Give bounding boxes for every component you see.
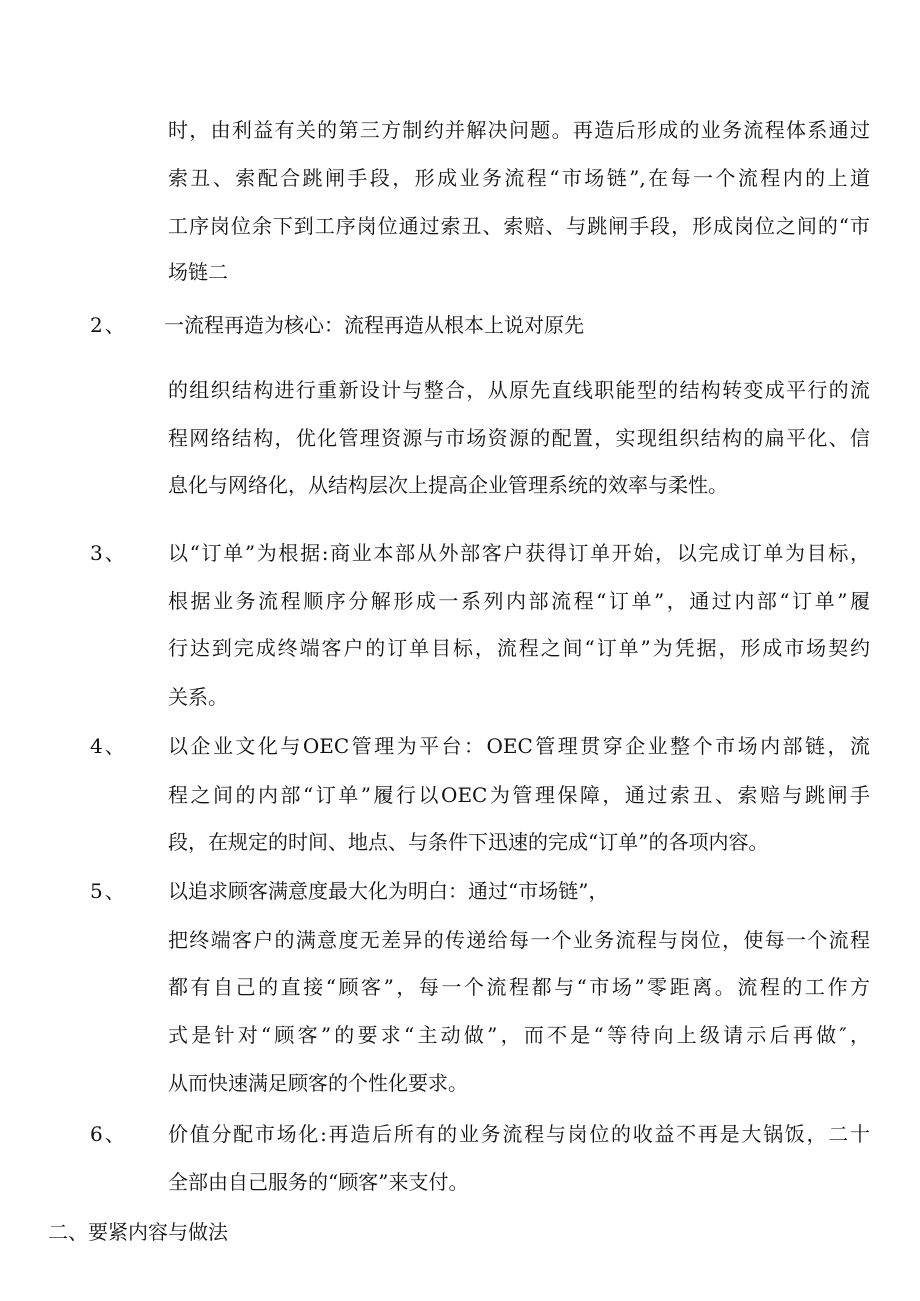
list-item-number: 4、: [90, 734, 127, 758]
paragraph-line: 场链二: [168, 260, 228, 284]
list-item-number: 3、: [90, 541, 127, 565]
paragraph-line: 程网络结构，优化管理资源与市场资源的配置，实现组织结构的扁平化、信: [168, 426, 870, 450]
paragraph-line: 都有自己的直接“顾客”，每一个流程都与“市场”零距离。流程的工作方: [168, 975, 870, 999]
paragraph-line: 的组织结构进行重新设计与整合，从原先直线职能型的结构转变成平行的流: [168, 378, 870, 402]
paragraph-line: 式是针对“顾客”的要求“主动做”，而不是“等待向上级请示后再做″，: [168, 1023, 870, 1047]
paragraph-line: 根据业务流程顺序分解形成一系列内部流程“订单”，通过内部“订单”履: [168, 589, 870, 613]
paragraph-line: 一流程再造为核心：流程再造从根本上说对原先: [164, 313, 584, 337]
paragraph-line: 索丑、索配合跳闸手段，形成业务流程“市场链”,在每一个流程内的上道: [168, 166, 870, 190]
list-item-number: 2、: [90, 313, 127, 337]
paragraph-line: 行达到完成终端客户的订单目标，流程之间“订单”为凭据，形成市场契约: [168, 636, 870, 660]
paragraph-line: 程之间的内部“订单”履行以OEC为管理保障，通过索丑、索赔与跳闸手: [168, 783, 870, 807]
paragraph-line: 全部由自己服务的“顾客”来支付。: [168, 1170, 469, 1194]
paragraph-line: 时，由利益有关的第三方制约并解决问题。再造后形成的业务流程体系通过: [168, 118, 870, 142]
paragraph-line: 价值分配市场化:再造后所有的业务流程与岗位的收益不再是大锅饭，二十: [168, 1122, 870, 1146]
paragraph-line: 段，在规定的时间、地点、与条件下迅速的完成“订单”的各项内容。: [168, 830, 769, 854]
paragraph-line: 从而快速满足顾客的个性化要求。: [168, 1071, 468, 1095]
paragraph-line: 工序岗位余下到工序岗位通过索丑、索赔、与跳闸手段，形成岗位之间的“市: [168, 214, 870, 238]
list-item-number: 5、: [90, 879, 127, 903]
paragraph-line: 把终端客户的满意度无差异的传递给每一个业务流程与岗位，使每一个流程: [168, 928, 870, 952]
paragraph-line: 以“订单”为根据:商业本部从外部客户获得订单开始，以完成订单为目标，: [168, 541, 870, 565]
list-item-number: 6、: [90, 1122, 127, 1146]
paragraph-line: 关系。: [168, 685, 228, 709]
section-heading: 二、要紧内容与做法: [48, 1220, 228, 1244]
paragraph-line: 息化与网络化，从结构层次上提高企业管理系统的效率与柔性。: [168, 473, 728, 497]
paragraph-line: 以追求顾客满意度最大化为明白：通过“市场链”，: [168, 879, 609, 903]
paragraph-line: 以企业文化与OEC管理为平台：OEC管理贯穿企业整个市场内部链，流: [168, 734, 870, 758]
